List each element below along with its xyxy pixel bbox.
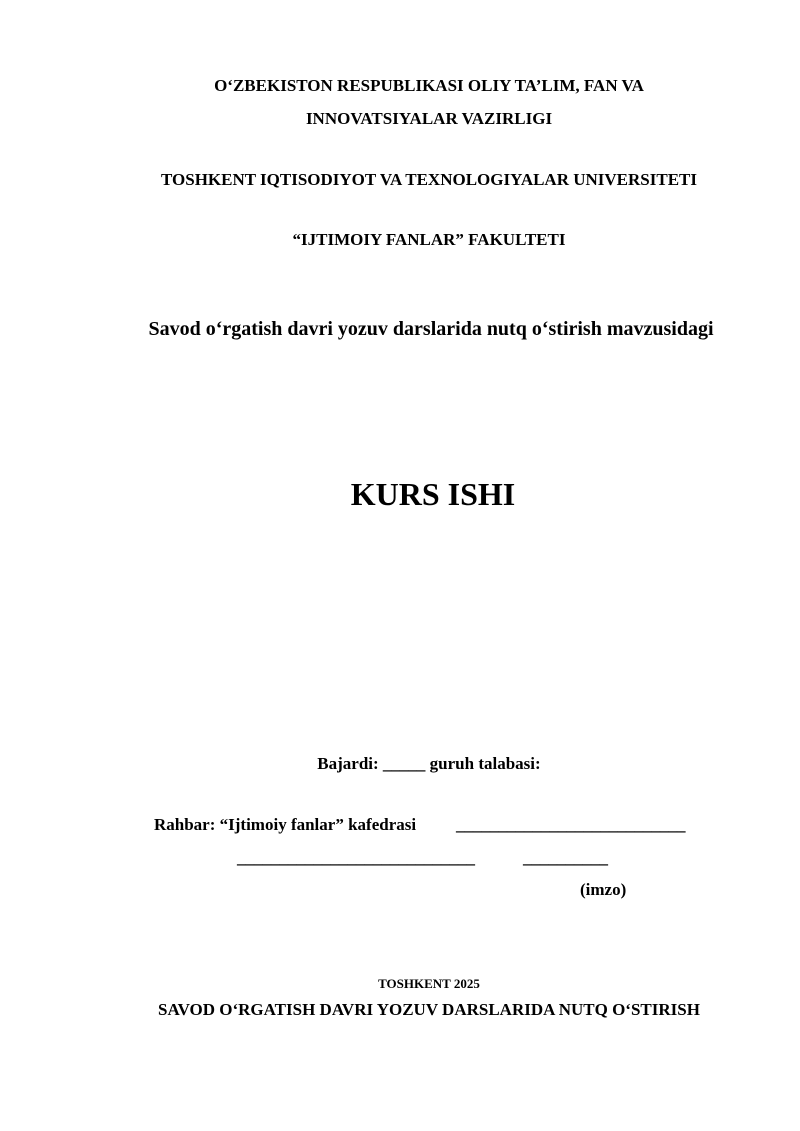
faculty-name: “IJTIMOIY FANLAR” FAKULTETI [292,230,566,249]
performer-line: Bajardi: _____ guruh talabasi: [317,754,541,773]
supervisor-label: Rahbar: “Ijtimoiy fanlar” kafedrasi [154,815,417,834]
work-topic: Savod o‘rgatish davri yozuv darslarida nutq o‘stirish mavzusidagi [148,318,714,340]
next-section-heading: SAVOD O‘RGATISH DAVRI YOZUV DARSLARIDA NUTQ O‘STIRISH [158,1000,700,1019]
signature-blank: __________ [523,848,608,867]
ministry-name-line2: INNOVATSIYALAR VAZIRLIGI [305,109,553,128]
city-year: TOSHKENT 2025 [378,976,480,991]
supervisor-name-blank: ___________________________ [456,815,686,834]
document-type-title: KURS ISHI [350,476,516,512]
university-name: TOSHKENT IQTISODIYOT VA TEXNOLOGIYALAR UNIVERSITETI [160,170,697,189]
signature-caption: (imzo) [580,880,627,899]
ministry-name-line1: O‘ZBEKISTON RESPUBLIKASI OLIY TA’LIM, FAN VA [214,76,644,95]
supervisor-title-blank: ____________________________ [237,848,475,867]
